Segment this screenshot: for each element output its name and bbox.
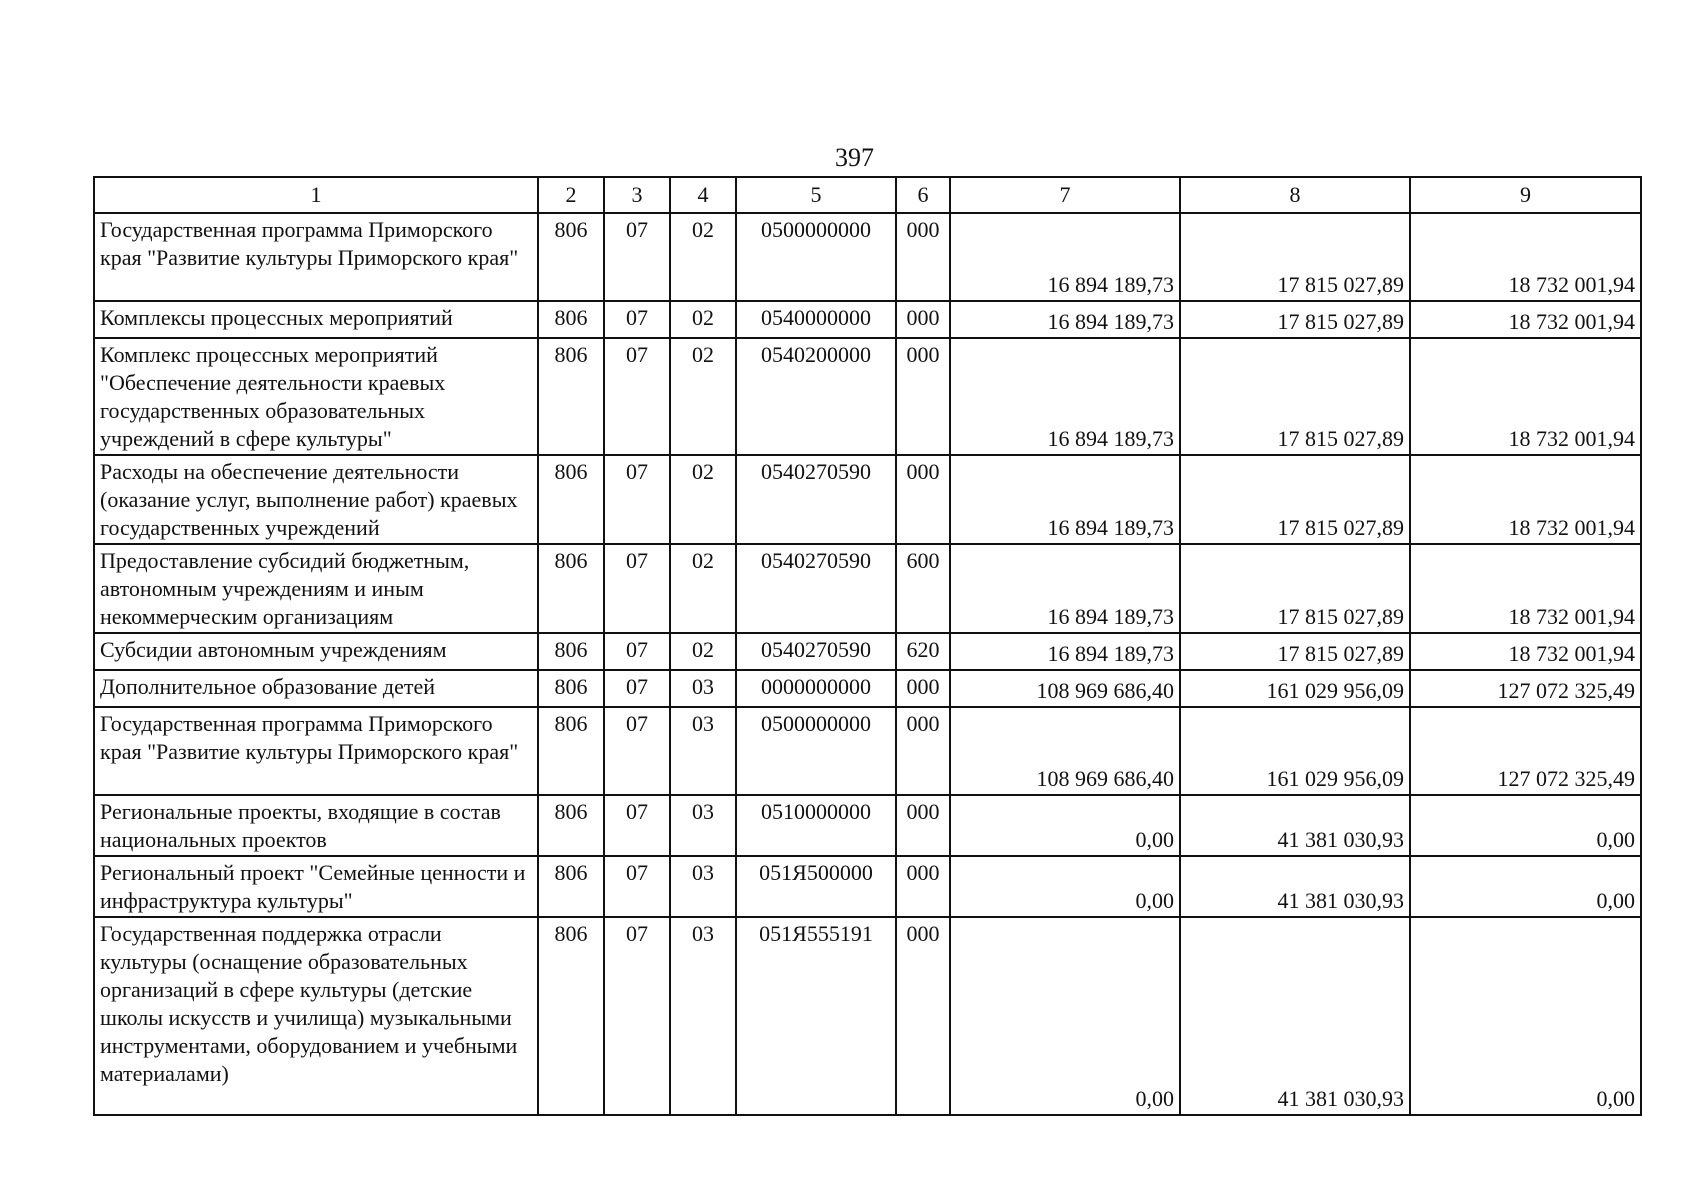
amount-7: 0,00 (950, 917, 1180, 1115)
table-row (94, 301, 1641, 338)
column-header: 8 (1180, 177, 1410, 213)
amount-9: 18 732 001,94 (1410, 213, 1641, 301)
code-6: 000 (896, 213, 950, 301)
code-2: 806 (538, 707, 604, 795)
code-3: 07 (604, 544, 670, 633)
code-4: 02 (670, 213, 736, 301)
code-6: 000 (896, 707, 950, 795)
code-5: 051Я555191 (736, 917, 896, 1115)
code-3: 07 (604, 917, 670, 1115)
code-6: 000 (896, 856, 950, 917)
amount-7: 16 894 189,73 (950, 633, 1180, 670)
code-5: 0500000000 (736, 213, 896, 301)
code-4: 03 (670, 670, 736, 707)
code-6: 000 (896, 670, 950, 707)
amount-8: 17 815 027,89 (1180, 338, 1410, 455)
amount-8: 41 381 030,93 (1180, 856, 1410, 917)
row-name: Субсидии автономным учреждениям (94, 633, 538, 670)
column-header: 4 (670, 177, 736, 213)
amount-7: 16 894 189,73 (950, 301, 1180, 338)
code-2: 806 (538, 795, 604, 856)
amount-7: 108 969 686,40 (950, 707, 1180, 795)
code-5: 0540270590 (736, 633, 896, 670)
table-row (94, 707, 1641, 795)
code-6: 600 (896, 544, 950, 633)
amount-8: 161 029 956,09 (1180, 670, 1410, 707)
code-3: 07 (604, 455, 670, 544)
code-2: 806 (538, 544, 604, 633)
row-name: Предоставление субсидий бюджетным, автономным учреждениям и иным некоммерческим организациям (94, 544, 538, 633)
page-number: 397 (835, 143, 874, 172)
code-2: 806 (538, 670, 604, 707)
row-name: Расходы на обеспечение деятельности (оказание услуг, выполнение работ) краевых государственных учреждений (94, 455, 538, 544)
code-6: 620 (896, 633, 950, 670)
column-header: 2 (538, 177, 604, 213)
amount-8: 17 815 027,89 (1180, 301, 1410, 338)
code-4: 02 (670, 301, 736, 338)
code-5: 0000000000 (736, 670, 896, 707)
code-4: 03 (670, 856, 736, 917)
code-3: 07 (604, 633, 670, 670)
table-row (94, 856, 1641, 917)
amount-8: 17 815 027,89 (1180, 633, 1410, 670)
code-2: 806 (538, 633, 604, 670)
code-3: 07 (604, 338, 670, 455)
table-row (94, 917, 1641, 1115)
code-4: 02 (670, 338, 736, 455)
column-header: 1 (94, 177, 538, 213)
amount-9: 18 732 001,94 (1410, 301, 1641, 338)
code-2: 806 (538, 856, 604, 917)
amount-9: 18 732 001,94 (1410, 338, 1641, 455)
amount-7: 16 894 189,73 (950, 455, 1180, 544)
row-name: Дополнительное образование детей (94, 670, 538, 707)
row-name: Государственная программа Приморского края "Развитие культуры Приморского края" (94, 707, 538, 795)
row-name: Государственная программа Приморского края "Развитие культуры Приморского края" (94, 213, 538, 301)
code-4: 03 (670, 917, 736, 1115)
code-6: 000 (896, 338, 950, 455)
code-4: 02 (670, 633, 736, 670)
table-row (94, 670, 1641, 707)
code-5: 0540000000 (736, 301, 896, 338)
budget-table (93, 176, 1642, 1116)
code-6: 000 (896, 795, 950, 856)
code-4: 03 (670, 795, 736, 856)
code-3: 07 (604, 301, 670, 338)
table-row (94, 213, 1641, 301)
amount-7: 108 969 686,40 (950, 670, 1180, 707)
column-header: 3 (604, 177, 670, 213)
amount-9: 0,00 (1410, 856, 1641, 917)
code-2: 806 (538, 338, 604, 455)
amount-7: 0,00 (950, 856, 1180, 917)
amount-9: 127 072 325,49 (1410, 707, 1641, 795)
column-header: 7 (950, 177, 1180, 213)
amount-8: 17 815 027,89 (1180, 455, 1410, 544)
code-5: 051Я500000 (736, 856, 896, 917)
row-name: Региональный проект "Семейные ценности и инфраструктура культуры" (94, 856, 538, 917)
code-3: 07 (604, 670, 670, 707)
amount-9: 0,00 (1410, 917, 1641, 1115)
code-2: 806 (538, 213, 604, 301)
row-name: Комплекс процессных мероприятий "Обеспечение деятельности краевых государственных образовательных учреждений в сфере культуры" (94, 338, 538, 455)
amount-9: 127 072 325,49 (1410, 670, 1641, 707)
amount-8: 17 815 027,89 (1180, 213, 1410, 301)
code-2: 806 (538, 301, 604, 338)
column-header: 9 (1410, 177, 1641, 213)
code-2: 806 (538, 917, 604, 1115)
amount-8: 161 029 956,09 (1180, 707, 1410, 795)
code-6: 000 (896, 917, 950, 1115)
amount-9: 18 732 001,94 (1410, 544, 1641, 633)
code-3: 07 (604, 213, 670, 301)
code-4: 03 (670, 707, 736, 795)
amount-9: 18 732 001,94 (1410, 455, 1641, 544)
code-5: 0540200000 (736, 338, 896, 455)
column-header: 6 (896, 177, 950, 213)
code-5: 0540270590 (736, 455, 896, 544)
code-4: 02 (670, 455, 736, 544)
row-name: Региональные проекты, входящие в состав национальных проектов (94, 795, 538, 856)
code-3: 07 (604, 795, 670, 856)
code-6: 000 (896, 455, 950, 544)
amount-9: 0,00 (1410, 795, 1641, 856)
code-5: 0500000000 (736, 707, 896, 795)
table-row (94, 633, 1641, 670)
table-row (94, 338, 1641, 455)
amount-7: 16 894 189,73 (950, 338, 1180, 455)
amount-8: 41 381 030,93 (1180, 795, 1410, 856)
table-row (94, 544, 1641, 633)
code-5: 0510000000 (736, 795, 896, 856)
amount-7: 16 894 189,73 (950, 213, 1180, 301)
code-6: 000 (896, 301, 950, 338)
table-row (94, 455, 1641, 544)
amount-7: 16 894 189,73 (950, 544, 1180, 633)
row-name: Государственная поддержка отрасли культуры (оснащение образовательных организаций в сфере культуры (детские школы искусств и училища) музыкальными инструментами, оборудованием и учебными материалами) (94, 917, 538, 1115)
column-header: 5 (736, 177, 896, 213)
amount-9: 18 732 001,94 (1410, 633, 1641, 670)
code-2: 806 (538, 455, 604, 544)
amount-8: 41 381 030,93 (1180, 917, 1410, 1115)
code-3: 07 (604, 856, 670, 917)
table-row (94, 795, 1641, 856)
row-name: Комплексы процессных мероприятий (94, 301, 538, 338)
code-3: 07 (604, 707, 670, 795)
code-4: 02 (670, 544, 736, 633)
code-5: 0540270590 (736, 544, 896, 633)
amount-8: 17 815 027,89 (1180, 544, 1410, 633)
header-row (94, 177, 1641, 213)
amount-7: 0,00 (950, 795, 1180, 856)
